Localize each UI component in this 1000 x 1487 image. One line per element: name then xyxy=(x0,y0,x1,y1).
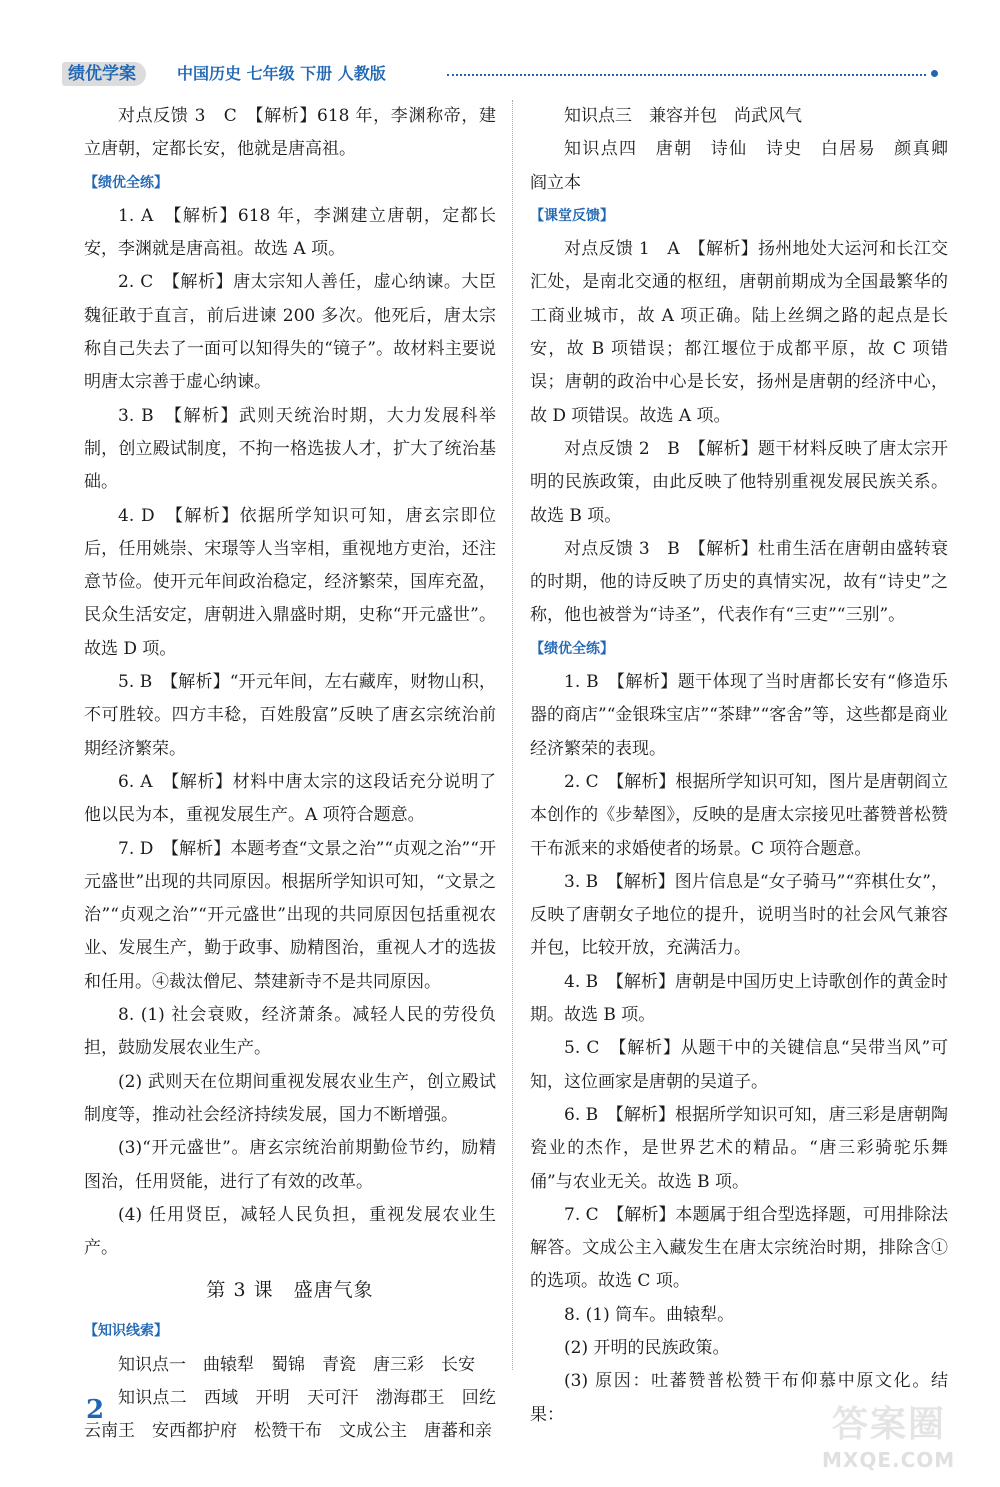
section-tag-classroom-feedback: 【课堂反馈】 xyxy=(530,207,614,224)
practice-answer-1: 1. A 【解析】618 年，李渊建立唐朝，定都长安，李渊就是唐高祖。故选 A 项。 xyxy=(84,205,496,260)
feedback-3-answer: 对点反馈 3 C 【解析】618 年，李渊称帝，建立唐朝，定都长安，他就是唐高祖。 xyxy=(84,106,496,160)
practice2-answer-1: 1. B 【解析】题干体现了当时唐都长安有“修造乐器的商店”“金银珠宝店”“茶肆”“客舍”等，这些都是商业经济繁荣的表现。 xyxy=(530,672,948,759)
practice-answer-6: 6. A 【解析】材料中唐太宗的这段话充分说明了他以民为本，重视发展生产。A 项符合题意。 xyxy=(84,771,496,826)
feedback-1-answer: 对点反馈 1 A 【解析】扬州地处大运河和长江交汇处，是南北交通的枢纽，唐朝前期成为全国最繁华的工商业城市，故 A 项正确。陆上丝绸之路的起点是长安，故 B 项错误；都江堰位于成都平原，故 C 项错误；唐朝的政治中心是长安，扬州是唐朝的经济中心，故 D 项错误。故选 A 项。 xyxy=(530,239,948,426)
watermark-logo: 答案圈 xyxy=(832,1404,947,1445)
left-column xyxy=(84,100,513,1449)
brand-badge: 绩优学案 xyxy=(62,62,146,86)
feedback-3-answer-right: 对点反馈 3 B 【解析】杜甫生活在唐朝由盛转衰的时期，他的诗反映了历史的真情实况，故有“诗史”之称，他也被誉为“诗圣”，代表作有“三吏”“三别”。 xyxy=(530,538,948,626)
section-tag-practice-2: 【绩优全练】 xyxy=(530,640,614,657)
section-tag-knowledge: 【知识线索】 xyxy=(84,1323,168,1340)
right-column xyxy=(530,100,965,1432)
page-header xyxy=(62,60,942,90)
practice-answer-8-part-2: (2) 武则天在位期间重视发展农业生产，创立殿试制度等，推动社会经济持续发展，国力不断增强。 xyxy=(84,1071,496,1125)
knowledge-point-3: 知识点三 兼容并包 尚武风气 xyxy=(564,106,802,126)
feedback-2-answer: 对点反馈 2 B 【解析】题干材料反映了唐太宗开明的民族政策，由此反映了他特别重视发展民族关系。故选 B 项。 xyxy=(530,438,948,526)
practice-answer-8-part-3: (3)“开元盛世”。唐玄宗统治前期勤俭节约，励精图治，任用贤能，进行了有效的改革。 xyxy=(84,1138,496,1192)
practice2-answer-3: 3. B 【解析】图片信息是“女子骑马”“弈棋仕女”，反映了唐朝女子地位的提升，说明当时的社会风气兼容并包，比较开放，充满活力。 xyxy=(530,871,948,959)
knowledge-point-4: 知识点四 唐朝 诗仙 诗史 白居易 颜真卿 阎立本 xyxy=(530,139,965,193)
knowledge-point-1: 知识点一 曲辕犁 蜀锦 青瓷 唐三彩 长安 xyxy=(118,1354,475,1375)
practice-answer-8-part-1: 8. (1) 社会衰败，经济萧条。减轻人民的劳役负担，鼓励发展农业生产。 xyxy=(84,1005,496,1059)
practice-answer-7: 7. D 【解析】本题考查“文景之治”“贞观之治”“开元盛世”出现的共同原因。根据所学知识可知，“文景之治”“贞观之治”“开元盛世”出现的共同原因包括重视农业、发展生产，勤于政事、励精图治，重视人才的选拔和任用。④裁汰僧尼、禁建新寺不是共同原因。 xyxy=(84,838,496,992)
practice2-answer-2: 2. C 【解析】根据所学知识可知，图片是唐朝阎立本创作的《步辇图》，反映的是唐太宗接见吐蕃赞普松赞干布派来的求婚使者的场景。C 项符合题意。 xyxy=(530,771,948,859)
practice-answer-2: 2. C 【解析】唐太宗知人善任，虚心纳谏。大臣魏征敢于直言，前后进谏 200 多次。他死后，唐太宗称自己失去了一面可以知得失的“镜子”。故材料主要说明唐太宗善于虚心纳谏。 xyxy=(84,272,496,393)
practice2-answer-4: 4. B 【解析】唐朝是中国历史上诗歌创作的黄金时期。故选 B 项。 xyxy=(530,971,948,1026)
practice-answer-5: 5. B 【解析】“开元年间，左右藏库，财物山积，不可胜较。四方丰稔，百姓殷富”反映了唐玄宗统治前期经济繁荣。 xyxy=(84,672,496,759)
book-subtitle: 中国历史 七年级 下册 人教版 xyxy=(177,64,386,83)
section-tag-practice: 【绩优全练】 xyxy=(84,174,168,191)
page-number: 2 xyxy=(86,1395,105,1425)
header-dotted-rule xyxy=(447,74,926,76)
header-end-dot xyxy=(931,70,938,77)
practice-answer-3: 3. B 【解析】武则天统治时期，大力发展科举制，创立殿试制度，不拘一格选拔人才，扩大了统治基础。 xyxy=(84,405,496,493)
lesson-title: 第 3 课 盛唐气象 xyxy=(206,1279,374,1302)
watermark-url: MXQE.COM xyxy=(822,1448,956,1472)
column-divider xyxy=(512,100,513,1370)
knowledge-point-2: 知识点二 西域 开明 天可汗 渤海郡王 回纥 云南王 安西都护府 松赞干布 文成公主 唐蕃和亲 xyxy=(84,1387,513,1442)
practice2-answer-8-part-3: (3) 原因：吐蕃赞普松赞干布仰慕中原文化。结果： xyxy=(530,1371,948,1425)
practice2-answer-8-part-1: 8. (1) 筒车。曲辕犁。 xyxy=(564,1304,735,1325)
practice2-answer-8-part-2: (2) 开明的民族政策。 xyxy=(564,1337,730,1358)
practice2-answer-5: 5. C 【解析】从题干中的关键信息“吴带当风”可知，这位画家是唐朝的吴道子。 xyxy=(530,1038,948,1092)
practice2-answer-7: 7. C 【解析】本题属于组合型选择题，可用排除法解答。文成公主入藏发生在唐太宗统治时期，排除含①的选项。故选 C 项。 xyxy=(530,1204,948,1292)
practice-answer-4: 4. D 【解析】依据所学知识可知，唐玄宗即位后，任用姚崇、宋璟等人当宰相，重视地方吏治，还注意节俭。使开元年间政治稳定，经济繁荣，国库充盈，民众生活安定，唐朝进入鼎盛时期，史称“开元盛世”。故选 D 项。 xyxy=(84,505,496,659)
practice2-answer-6: 6. B 【解析】根据所学知识可知，唐三彩是唐朝陶瓷业的杰作，是世界艺术的精品。“唐三彩骑驼乐舞俑”与农业无关。故选 B 项。 xyxy=(530,1104,948,1192)
practice-answer-8-part-4: (4) 任用贤臣，减轻人民负担，重视发展农业生产。 xyxy=(84,1204,496,1259)
